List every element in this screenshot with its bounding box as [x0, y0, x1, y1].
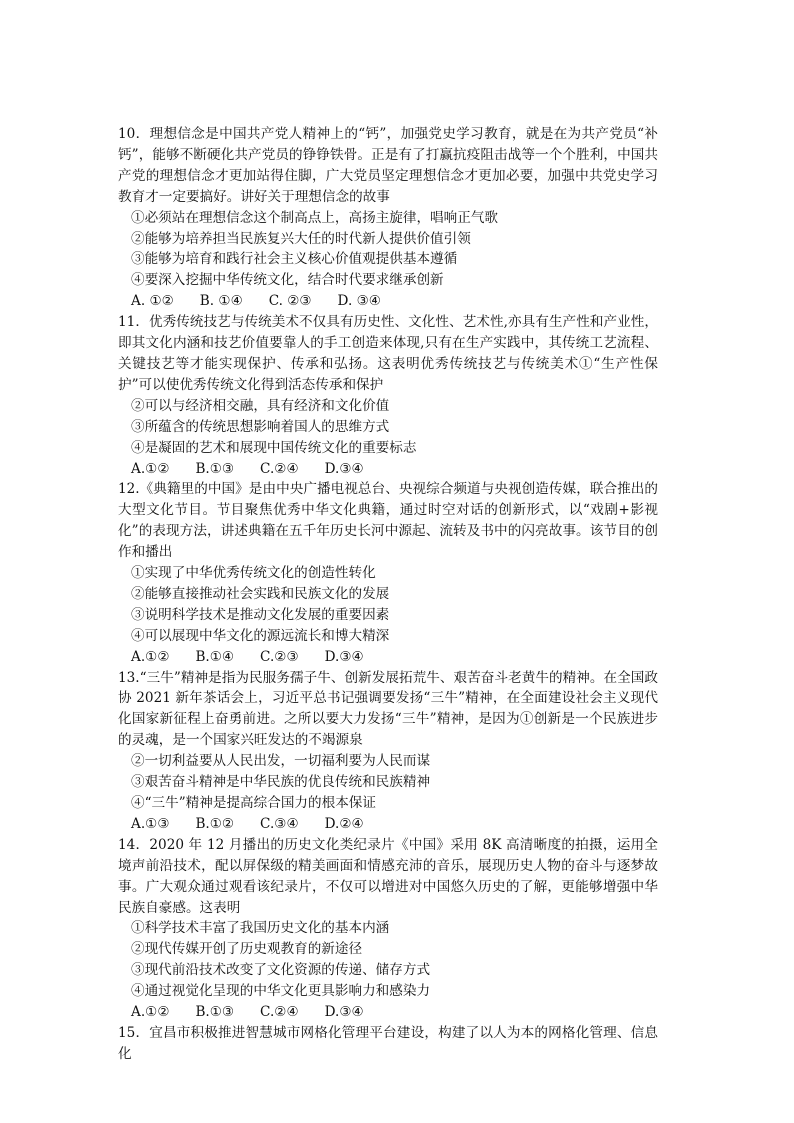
question-stem: 14．2020 年 12 月播出的历史文化类纪录片《中国》采用 8K 高清晰度的拍摄，运用全境声前沿技术，配以屏保级的精美画面和情感充沛的音乐，展现历史人物的奋斗与逐梦故事。广大观众通过观看该纪录片，不仅可以增进对中国悠久历史的了解，更能够增强中华民族自豪感。这表明	[118, 836, 658, 916]
option-item: ①必须站在理想信念这个制高点上，高扬主旋律，唱响正气歌	[131, 209, 499, 226]
option-item: ④通过视觉化呈现的中华文化更具影响力和感染力	[131, 983, 431, 1000]
question-13	[118, 668, 658, 835]
answer-choices: A. ①② B. ①④ C. ②③ D. ③④	[131, 293, 381, 310]
question-stem: 13.“三牛”精神是指为民服务孺子牛、创新发展拓荒牛、艰苦奋斗老黄牛的精神。在全国政协 2021 新年茶话会上，习近平总书记强调要发扬“三牛”精神，在全面建设社会主义现代化国家新征程上奋勇前进。之所以要大力发扬“三牛”精神，是因为①创新是一个民族进步的灵魂，是一个国家兴旺发达的不竭源泉	[118, 669, 658, 749]
answer-choices: A.①② B.①③ C.②④ D.③④	[131, 1004, 364, 1021]
option-item: ①实现了中华优秀传统文化的创造性转化	[131, 565, 376, 582]
question-stem: 11．优秀传统技艺与传统美术不仅具有历史性、文化性、艺术性,亦具有生产性和产业性，即其文化内涵和技艺价值要靠人的手工创造来体现,只有在生产实践中，其传统工艺流程、关键技艺等才能实现保护、传承和弘扬。这表明优秀传统技艺与传统美术①“生产性保护”可以使优秀传统文化得到活态传承和保护	[118, 314, 658, 393]
option-item: ④是凝固的艺术和展现中国传统文化的重要标志	[131, 439, 417, 456]
question-15	[118, 1023, 658, 1065]
option-item: ④可以展现中华文化的源远流长和博大精深	[131, 627, 390, 644]
option-item: ②能够为培养担当民族复兴大任的时代新人提供价值引领	[131, 230, 471, 247]
exam-page	[118, 124, 658, 1065]
option-item: ①科学技术丰富了我国历史文化的基本内涵	[131, 920, 390, 937]
question-14	[118, 835, 658, 1023]
option-item: ③所蕴含的传统思想影响着国人的思维方式	[131, 418, 390, 435]
option-item: ④“三牛”精神是提高综合国力的根本保证	[131, 795, 376, 811]
question-stem: 10．理想信念是中国共产党人精神上的“钙”，加强党史学习教育，就是在为共产党员“补钙”，能够不断硬化共产党员的铮铮铁骨。正是有了打赢抗疫阻击战等一个个胜利，中国共产党的理想信念才更加站得住脚，广大党员坚定理想信念才更加必要，加强中共党史学习教育才一定要搞好。讲好关于理想信念的故事	[118, 126, 658, 205]
option-item: ③能够为培育和践行社会主义核心价值观提供基本遵循	[131, 251, 458, 268]
option-item: ②能够直接推动社会实践和民族文化的发展	[131, 585, 390, 602]
option-item: ③艰苦奋斗精神是中华民族的优良传统和民族精神	[131, 774, 431, 791]
option-item: ②可以与经济相交融，具有经济和文化价值	[131, 397, 390, 414]
question-10	[118, 124, 658, 312]
answer-choices: A.①② B.①④ C.②③ D.③④	[131, 648, 364, 665]
option-item: ③现代前沿技术改变了文化资源的传递、储存方式	[131, 962, 431, 979]
answer-choices: A.①③ B.①② C.③④ D.②④	[131, 815, 364, 832]
question-stem: 12.《典籍里的中国》是由中央广播电视总台、央视综合频道与央视创造传媒，联合推出的大型文化节目。节目聚焦优秀中华文化典籍，通过时空对话的创新形式，以“戏剧+影视化”的表现方法，讲述典籍在五千年历史长河中源起、流转及书中的闪亮故事。该节目的创作和播出	[118, 481, 658, 561]
answer-choices: A.①② B.①③ C.②④ D.③④	[131, 460, 364, 477]
option-item: ③说明科学技术是推动文化发展的重要因素	[131, 606, 390, 623]
question-stem: 15．宜昌市积极推进智慧城市网格化管理平台建设，构建了以人为本的网格化管理、信息化	[118, 1024, 658, 1062]
option-item: ②一切利益要从人民出发，一切福利要为人民而谋	[131, 753, 431, 770]
question-11	[118, 312, 658, 479]
option-item: ④要深入挖掘中华传统文化，结合时代要求继承创新	[131, 272, 444, 289]
option-item: ②现代传媒开创了历史观教育的新途径	[131, 941, 363, 958]
question-12	[118, 479, 658, 667]
